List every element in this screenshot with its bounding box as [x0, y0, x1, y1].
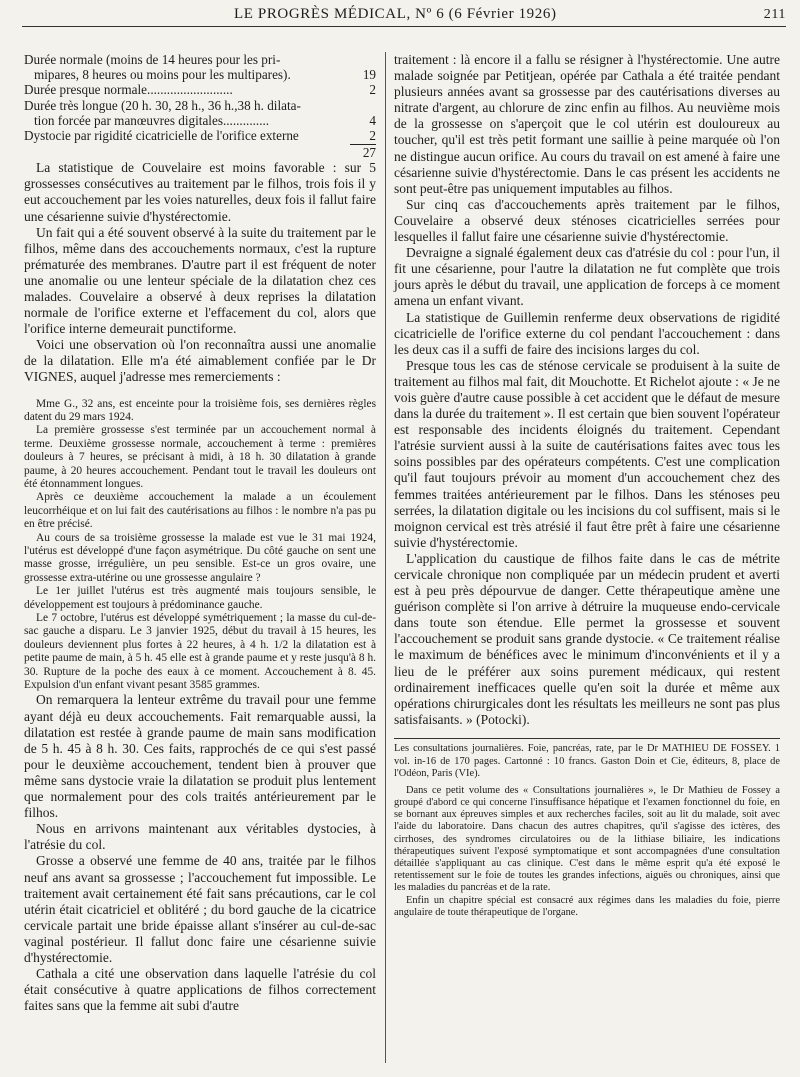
statistics-value	[354, 98, 376, 113]
paragraph: Voici une observation où l'on reconnaîtra aussi une anomalie de la dilatation. Elle m'a été aimablement confiée par le Dr VIGNES, auquel j'adresse mes remerciements :	[24, 337, 376, 385]
paragraph: Sur cinq cas d'accouchements après traitement par le filhos, Couvelaire a observé deux sténoses cicatricielles serrées pour lesquelles il fallut faire une césarienne suivie d'hystérectomie.	[394, 196, 780, 245]
paragraph: Nous en arrivons maintenant aux véritables dystocies, à l'atrésie du col.	[24, 821, 376, 853]
observation-paragraph: Après ce deuxième accouchement la malade a un écoulement leucorrhéique et on lui fait des cautérisations au filhos : le nombre n'a pas pu en être précisé.	[24, 491, 376, 531]
paragraph: La statistique de Guillemin renferme deux observations de rigidité cicatricielle de l'orifice externe du col pendant l'accouchement : dans les deux cas il a suffi de faire des incisions larges du col.	[394, 309, 780, 357]
statistics-label: Dystocie par rigidité cicatricielle de l'orifice externe	[24, 128, 299, 144]
statistics-label: mipares, 8 heures ou moins pour les multipares).	[34, 67, 291, 83]
observation-paragraph: Le 1er juillet l'utérus est très augmenté mais toujours sensible, le développement est toujours à prédominance gauche.	[24, 585, 376, 611]
page-number: 211	[763, 7, 786, 22]
statistics-label: Durée très longue (20 h. 30, 28 h., 36 h.,38 h. dilata-	[24, 97, 301, 113]
observation-paragraph: Mme G., 32 ans, est enceinte pour la troisième fois, ses dernières règles datent du 29 mars 1924.	[24, 397, 376, 423]
statistics-total: 27	[362, 145, 376, 161]
statistics-value: 2	[369, 128, 376, 144]
header-rule	[22, 26, 786, 27]
paragraph: Presque tous les cas de sténose cervicale se produisent à la suite de traitement au filhos mal fait, dit Mouchotte. Et Richelot ajoute : « Je ne vois guère d'autre cause possible à cet accident que le défaut de mesure dans la durée du traitement ». Il est certain que bien souvent l'opérateur est responsable des incidents éloignés du traitement. Cependant l'atrésie survient aussi à la suite de cautérisations faites avec tous les soins possibles par des opérateurs compétents. C'est une complication qu'il faut toujours prévoir au moment d'un accouchement chez des femmes traitées antérieurement par le filhos. Dans les sténoses peu serrées, la dilatation digitale ou les incisions du col suffisent, mais si le moignon cervical est très atrésié il faut être prêt à faire une césarienne suivie d'hystérectomie.	[394, 357, 780, 550]
statistics-list	[24, 52, 376, 160]
running-head: LE PROGRÈS MÉDICAL, Nº 6 (6 Février 1926)	[234, 6, 557, 22]
notes-rule	[394, 738, 780, 739]
column-divider	[385, 52, 386, 1063]
book-review-heading: Les consultations journalières. Foie, pancréas, rate, par le Dr MATHIEU DE FOSSEY. 1 vol. in-16 de 170 pages. Cartonné : 10 francs. Gaston Doin et Cie, éditeurs, 8, place de l'Odéon, Paris (VIe).	[394, 742, 780, 780]
observation-paragraph: La première grossesse s'est terminée par un accouchement normal à terme. Deuxième grossesse normale, accouchement à terme : premières douleurs à 7 heures, se précisant à midi, à 18 h. 30 dilatation à grande paume, à 20 heures accouchement. Pendant tout le travail les douleurs ont été étonnamment longues.	[24, 424, 376, 490]
paragraph: On remarquera la lenteur extrême du travail pour une femme ayant déjà eu deux accouchements. Fait remarquable aussi, la dilatation est restée à grande paume de main sans modification de 5 h. 45 à 8 h. 30. Ces faits, rapprochés de ce qui s'est passé pour le deuxième accouchement, tendent bien à prouver que même sans dystocie vraie la dilatation se produit plus lentement que normalement pour des cols traités antérieurement par le filhos.	[24, 692, 376, 821]
observation-block	[24, 398, 376, 693]
observation-paragraph: Au cours de sa troisième grossesse la malade est vue le 31 mai 1924, l'utérus est développé d'une façon asymétrique. Du côté gauche on sent une masse grosse, irrégulière, un peu sensible. Est-ce un gros ovaire, une grossesse extra-utérine ou une grossesse angulaire ?	[24, 531, 376, 584]
statistics-row	[24, 67, 376, 82]
statistics-row	[24, 82, 376, 97]
statistics-row	[24, 113, 376, 128]
paragraph: Un fait qui a été souvent observé à la suite du traitement par le filhos, même dans des accouchements normaux, c'est la rupture prématurée des membranes. D'autre part il est fréquent de noter une anomalie ou une lenteur spéciale de la dilatation chez ces malades. Couvelaire a observé à deux reprises la dilatation normale de l'orifice externe et l'effacement du col, alors que l'orifice interne demeurait punctiforme.	[24, 224, 376, 337]
paragraph: traitement : là encore il a fallu se résigner à l'hystérectomie. Une autre malade soignée par Petitjean, opérée par Cathala a été traitée pendant plusieurs années avant sa grossesse par des cautérisations diverses au nitrate d'argent, au chlorure de zinc enfin au filhos. Au neuvième mois de la grossesse on s'aperçoit que le col utérin est douloureux au toucher, qu'il est très petit formant une saillie à peine marquée où l'on ne distingue aucun orifice. Au cours du travail on est amené à faire une césarienne suivie d'hystérectomie. Dans le cas présent les accidents ne sont peut-être pas uniquement imputables au filhos.	[394, 52, 780, 196]
statistics-row	[24, 98, 376, 113]
book-review-paragraph: Enfin un chapitre spécial est consacré aux régimes dans les maladies du foie, pierre angulaire de toute thérapeutique de l'organe.	[394, 894, 780, 918]
statistics-value: 19	[362, 67, 376, 83]
statistics-value	[354, 52, 376, 67]
paragraph: Devraigne a signalé également deux cas d'atrésie du col : pour l'un, il fit une césarienne, pour l'autre la dilatation ne fut complète que trois jours après le début du travail, une application de forceps à ce moment amena un enfant vivant.	[394, 245, 780, 309]
book-review-paragraph: Dans ce petit volume des « Consultations journalières », le Dr Mathieu de Fossey a groupé d'abord ce qui concerne l'insuffisance hépatique et l'examen fonctionnel du foie, en se bornant aux épreuves simples et aux recherches faciles, soit au lit du malade, soit avec l'aide du laboratoire. Dans chacun des autres chapitres, qu'il s'agisse des ictères, des cirrhoses, des syndromes circulatoires ou de la lithiase biliaire, les indications thérapeutiques suivent l'exposé symptomatique et sont accompagnées d'une consultation détaillée s'appliquant au cas clinique. C'est dans le même esprit qu'a été exposé le retentissement sur le foie de toutes les grandes infections, aiguës ou chroniques, ainsi que les maladies du pancréas et de la rate.	[394, 784, 780, 894]
right-column	[394, 52, 780, 919]
paragraph: La statistique de Couvelaire est moins favorable : sur 5 grossesses consécutives au traitement par le filhos, trois fois il y eut accouchement par les voies naturelles, deux fois il fallut faire une césarienne suivie d'hystérectomie.	[24, 160, 376, 224]
statistics-row	[24, 128, 376, 143]
statistics-label: Durée normale (moins de 14 heures pour les pri-	[24, 52, 281, 67]
statistics-value: 2	[369, 82, 376, 98]
observation-paragraph: Le 7 octobre, l'utérus est développé symétriquement ; la masse du cul-de-sac gauche a disparu. Le 3 janvier 1925, début du travail à 15 heures, les douleurs deviennent plus fortes à 22 heures, à 4 h. 1/2 la dilatation est à petite paume de main, à 5 h. 45 elle est à grande paume et y reste jusqu'à 8 h. 30. Rupture de la poche des eaux à ce moment. Accouchement à 8. 45. Expulsion d'un enfant vivant pesant 3585 grammes.	[24, 612, 376, 692]
paragraph: Cathala a cité une observation dans laquelle l'atrésie du col était consécutive à quatre applications de filhos correctement faites sans que la femme ait subi d'autre	[24, 966, 376, 1014]
paragraph: L'application du caustique de filhos faite dans le cas de métrite cervicale chronique non compliquée par un médecin prudent et averti est à peu près dépourvue de danger. Cette thérapeutique amène une guérison complète si l'on arrive à détruire la muqueuse endo-cervicale dans toute son étendue. Elle permet la grossesse et souvent l'accouchement se produit sans grande dystocie. « Ce traitement réalise le maximum de bénéfices avec le minimum d'inconvénients et il y a lieu de le préférer aux soins purement médicaux, qui restent ordinairement inefficaces quelle qu'en soit la durée et même aux opérations chirurgicales dont les résultats les meilleurs ne sont pas plus satisfaisants. » (Potocki).	[394, 550, 780, 727]
statistics-row	[24, 52, 376, 67]
paragraph: Grosse a observé une femme de 40 ans, traitée par le filhos neuf ans avant sa grossesse ; l'accouchement fut impossible. Le traitement avait certainement été fait sans précautions, car le col utérin était cicatriciel et oblitéré ; du bord gauche de la cicatrice cervicale partait une bride épaisse allant s'insérer au cul-de-sac vaginal postérieur. Il fallut donc faire une césarienne suivie d'hystérectomie.	[24, 853, 376, 965]
book-review	[394, 743, 780, 919]
statistics-label: Durée presque normale..........................	[24, 82, 233, 98]
statistics-value: 4	[369, 112, 376, 128]
running-header	[22, 6, 786, 32]
statistics-label: tion forcée par manœuvres digitales..............	[34, 112, 270, 128]
left-column	[24, 52, 376, 1014]
